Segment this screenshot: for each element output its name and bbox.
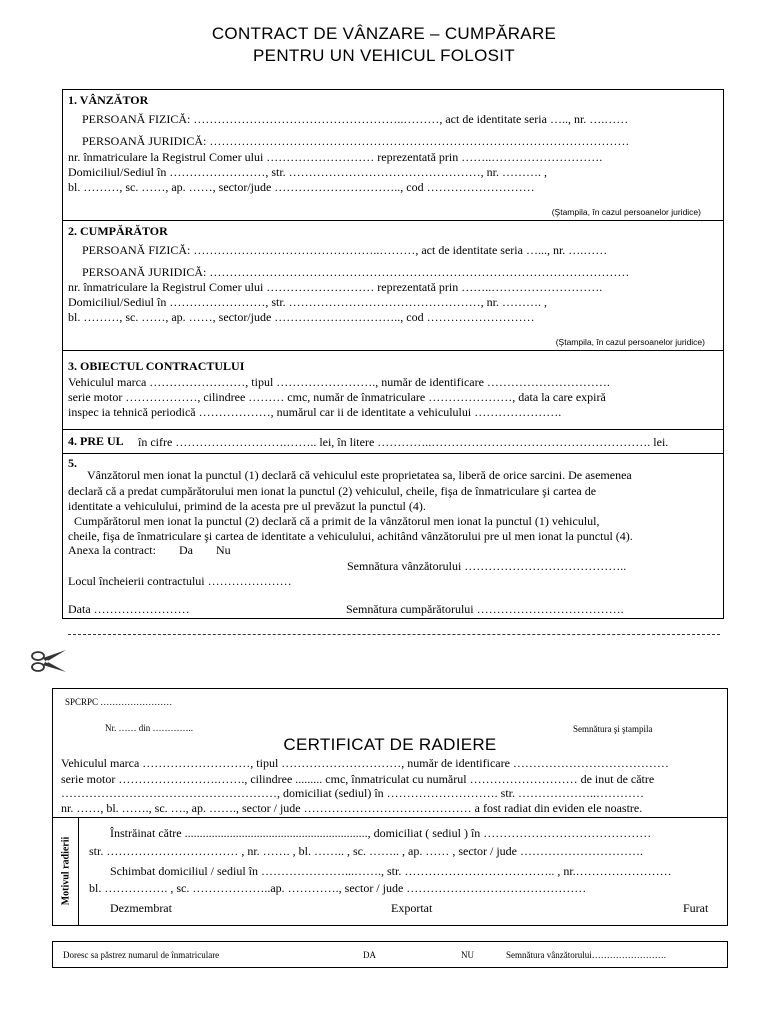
contract-title-line1: CONTRACT DE VÂNZARE – CUMPĂRARE bbox=[211, 24, 557, 43]
buyer-registry-line: nr. înmatriculare la Registrul Comer ului ……………………… reprezentată prin ……..………………………. bbox=[68, 280, 603, 294]
seller-address-line2: bl. ………, sc. ……, ap. ……, sector/jude ………………………….., cod ……………………… bbox=[68, 180, 535, 194]
seller-heading: 1. VÂNZĂTOR bbox=[68, 93, 149, 107]
seller-legal-person-line: PERSOANĂ JURIDICĂ: …………………………………………………………………………………………… bbox=[82, 134, 630, 148]
keep-plate-nu-option[interactable]: NU bbox=[461, 950, 474, 960]
buyer-natural-person-line: PERSOANĂ FIZICĂ: ………………………………………..………, act de identitate seria …..., nr. ….…… bbox=[82, 243, 608, 257]
price-section bbox=[62, 429, 724, 454]
reason-dismantled-option[interactable]: Dezmembrat bbox=[110, 901, 172, 915]
buyer-section bbox=[62, 220, 724, 351]
certificate-sign-stamp: Semnătura şi ştampila bbox=[573, 724, 653, 734]
declarations-heading: 5. bbox=[68, 456, 77, 470]
certificate-line4: nr. ……, bl. ……., sc. …., ap. ……., sector / jude …………………………………… a fost radiat din eviden ele noastre. bbox=[61, 801, 643, 815]
reason-transferred-address: str. …………………………… , nr. ……. , bl. …….. , sc. …….. , ap. …… , sector / jude …………………………. bbox=[89, 844, 643, 858]
removal-reason-label: Motivul radierii bbox=[60, 836, 72, 906]
buyer-heading: 2. CUMPĂRĂTOR bbox=[68, 224, 168, 238]
seller-section bbox=[62, 89, 724, 221]
keep-plate-question: Doresc sa păstrez numarul de înmatriculare bbox=[63, 950, 220, 960]
cut-line bbox=[68, 634, 720, 635]
certificate-title: CERTIFICAT DE RADIERE bbox=[283, 735, 497, 754]
reason-stolen-option[interactable]: Furat bbox=[683, 901, 709, 915]
seller-stamp-note: (Ştampila, în cazul persoanelor juridice) bbox=[551, 207, 701, 217]
seller-signature-line: Semnătura vânzătorului ………………………………….. bbox=[347, 559, 627, 573]
object-section bbox=[62, 350, 724, 430]
scissors-icon bbox=[30, 646, 70, 676]
declaration-line2: declară că a predat cumpărătorului men ionat la punctul (2) vehiculul, cheile, fişa de înmatriculare şi cartea de bbox=[68, 484, 597, 498]
reason-exported-option[interactable]: Exportat bbox=[391, 901, 433, 915]
certificate-section bbox=[52, 688, 728, 926]
buyer-address-line: Domiciliul/Sediul în ……………………, str. …………………………………………, nr. ………. , bbox=[68, 295, 548, 309]
annex-label: Anexa la contract: bbox=[68, 543, 156, 557]
declaration-line3: identitate a vehiculului, primind de la acesta pre ul prevăzut la punctul (4). bbox=[68, 499, 426, 513]
contract-place-line: Locul încheierii contractului ………………… bbox=[68, 574, 292, 588]
contract-date-line: Data …………………… bbox=[68, 602, 190, 616]
keep-plate-da-option[interactable]: DA bbox=[363, 950, 376, 960]
removal-reason-box bbox=[52, 817, 728, 926]
declaration-line1: Vânzătorul men ionat la punctul (1) declară că vehiculul este proprietatea sa, liberă de orice sarcini. De asemenea bbox=[87, 468, 632, 482]
reason-transferred-line: Înstrăinat către ............................................................., domiciliat ( sediul ) în …………………………………… bbox=[110, 826, 652, 840]
annex-nu-option[interactable]: Nu bbox=[216, 543, 231, 557]
seller-natural-person-line: PERSOANĂ FIZICĂ: ……………………………………………..………, act de identitate seria ….., nr. ….…… bbox=[82, 112, 629, 126]
buyer-legal-person-line: PERSOANĂ JURIDICĂ: …………………………………………………………………………………………… bbox=[82, 265, 630, 279]
price-heading: 4. PRE UL bbox=[68, 434, 124, 448]
certificate-line2: serie motor …………………….……., cilindree ......... cmc, înmatriculat cu numărul ……………………… de inut de către bbox=[61, 772, 655, 786]
object-heading: 3. OBIECTUL CONTRACTULUI bbox=[68, 359, 245, 373]
certificate-line1: Vehiculul marca ………………………, tipul …………………………, număr de identificare ………………………………… bbox=[61, 756, 669, 770]
buyer-stamp-note: (Ştampila, în cazul persoanelor juridice) bbox=[555, 337, 705, 347]
reason-relocated-line: Schimbat domiciliul / sediul în …………………...……., str. ……………………………….. , nr.…………………… bbox=[110, 864, 672, 878]
reason-relocated-address: bl. ……………. , sc. ………………..ap. …………., sector / jude ……………………………………… bbox=[89, 881, 587, 895]
keep-plate-seller-signature: Semnătura vânzătorului……………………. bbox=[506, 950, 666, 960]
contract-title-line2: PENTRU UN VEHICUL FOLOSIT bbox=[253, 46, 515, 65]
declaration-line5: cheile, fişa de înmatriculare şi cartea de identitate a vehiculului, achitând vânzătorului pre ul men ionat la punctul (4). bbox=[68, 529, 633, 543]
seller-registry-line: nr. înmatriculare la Registrul Comer ului ……………………… reprezentată prin ……..………………………. bbox=[68, 150, 603, 164]
seller-address-line: Domiciliul/Sediul în ……………………, str. …………………………………………, nr. ………. , bbox=[68, 165, 548, 179]
spcrpc-line: SPCRPC …………………… bbox=[65, 697, 173, 707]
buyer-address-line2: bl. ………, sc. ……, ap. ……, sector/jude ………………………….., cod ……………………… bbox=[68, 310, 535, 324]
removal-reason-label-cell bbox=[52, 817, 79, 926]
annex-da-option[interactable]: Da bbox=[179, 543, 193, 557]
keep-plate-section bbox=[52, 941, 728, 968]
declaration-line4: Cumpărătorul men ionat la punctul (2) declară că a primit de la vânzătorul men ionat la punctul (1) vehiculul, bbox=[74, 514, 600, 528]
buyer-signature-line: Semnătura cumpărătorului ………………………………. bbox=[346, 602, 624, 616]
object-line3: inspec ia tehnică periodică ………………, numărul car ii de identitate a vehiculului …………………. bbox=[68, 405, 562, 419]
declarations-section bbox=[62, 453, 724, 619]
certificate-number-line: Nr. …… din ………….. bbox=[105, 723, 194, 733]
object-line2: serie motor ………………, cilindree ……… cmc, număr de înmatriculare …………………, data la care expiră bbox=[68, 390, 606, 404]
certificate-line3: ………………………………………………, domiciliat (sediul) în ………………………. str. ………………..………… bbox=[61, 786, 644, 800]
price-line: în cifre ……………………….…….. lei, în litere …………..………………………………………………. lei. bbox=[138, 435, 669, 449]
object-line1: Vehiculul marca ……………………, tipul ……………………., număr de identificare …………………………. bbox=[68, 375, 610, 389]
